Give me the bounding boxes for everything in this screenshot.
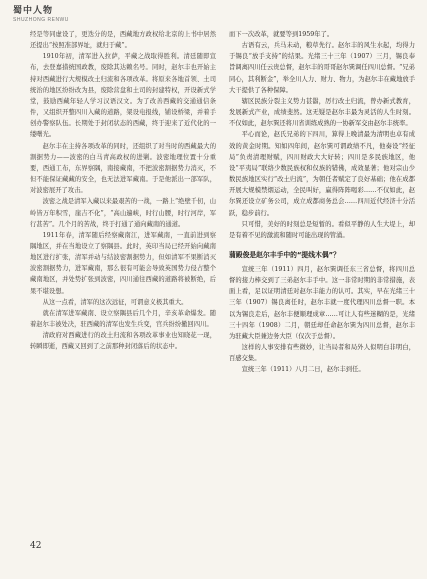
page-number: 42: [30, 541, 42, 551]
left-paragraph: 清政府对西藏进行的改土归流和各项改革事业也知晓花一现，转瞬即逝，西藏又回到了之前那种封闭落后的状态中。: [30, 332, 216, 351]
right-paragraph: 宣统三年（1911）八月二日，赵尔丰到任。: [241, 366, 365, 374]
right-paragraph: 辖区民族分裂主义势力甚嚣，厉行改土归流，曾办新式教育，发展新式产业，成绩斐然。这无疑是赵尔丰最为灵活的人生时刻。不仅如此，赵尔巽还将川省训练成熟的一协新军交由赵尔丰统率。: [229, 97, 415, 128]
right-paragraph: 古语有云，兵马未动，粮草先行。赵尔丰的风生水起，均得力于锡良“放手支持”的结果。光绪三十三年（1907）三月，锡良奉旨调离四川任云贵总督，赵尔丰的哥哥赵尔巽调任四川总督。“兄弟同心，其利断金”，举全川人力、财力、物力，为赵尔丰在藏地放手大干提供了各种保障。: [229, 42, 415, 94]
left-column: [30, 29, 216, 353]
right-paragraph: 而下一次改革，就要等到1959年了。: [229, 31, 334, 38]
left-paragraph: 1910年初，清军进入拉萨，平藏之战取得胜利。清廷随即宣布，去登嘉措统国政教，废除其达赖名号。同时，赵尔丰也开始主持对西藏进行大规模改土归流和各项改革。将原来各地首领、土司统治的地区纷纷改为县，废除营盘和土司的封建特权，开设新式学堂，鼓励西藏年轻人学习汉语汉文。为了改善西藏的交通通信条件，又组织开整四川入藏的道路，架设电报线，铺设桥梁，并着手创办警察队伍。长期处于封闭状态的西藏，终于迎来了近代化的一缕曙光。: [30, 53, 216, 139]
page-header: [13, 6, 69, 23]
right-column: [229, 29, 415, 376]
right-paragraph: 只可惜，美好的时刻总是短暂的。看似平静的人生大堤上，却是有着不见的激流和随时可能出现的管涌。: [229, 220, 415, 239]
left-paragraph: 1911年春，清军随后经察藏南江，进军藏南，一直前进到察隅地区，并在当地设立了察隅县。此时，英印当局已经开始向藏南地区进行扩张，清军并动与结波密割据势力，但如清军不果断消灭波密割据势力，进军藏南，那么很有可能会导致英国势力侵占整个藏南地区，并处势扩张到波密，四川通往西藏的道路将被断绝，后果不堪设想。: [30, 231, 216, 295]
right-paragraph: 这样的人事安排有些微妙，让当局者和局外人似明白非明白，百感交集。: [229, 344, 415, 363]
left-paragraph: 波密之战是清军入藏以来最艰苦的一战，一路上“绝壁千仞，山岭皆万年积雪，崖吉不化”，“高山遍峡，时行山腰，时行河岸，军行甚苦”。几个月的苦战，终于打通了通向藏南的通道。: [30, 198, 216, 228]
left-paragraph: 从这一点看，清军的这次远征，可谓意义极其重大。: [42, 298, 188, 306]
column-subtitle: SHUZHONG RENWU: [13, 17, 69, 23]
left-paragraph: 经是等同虚设了，更迭分的是，西藏地方政权给北京的上书中居然还提出“按照准部界址，就归于藏”。: [30, 31, 216, 50]
right-paragraph: 平心而论，赵氏兄弟的下四川，算得上晚清最为清明也卓有成效的黄金时期。知如四年间，赵尔巽可谓政绩不凡，他奏设“经征局”负责清理财赋，四川财政大大好转；四川是多民族地区，他设“平夷局”联络少数民族权和仅族的错佛，成效显著；他对宗山少数民族地区实行“改土归流”，为朝任者赋定了良好基础；他在成都开展大规模禁烟运动，全民叫好，赢得阵阵喝彩……不仅如此，赵尔巽还设立矿务公司，成立成都商务总会……四川近代经济十分活跃，稳步前行。: [229, 131, 415, 217]
left-paragraph: 就在清军进军藏南、设立察隅县后几个月，辛亥革命爆发。随着赵尔丰被处决，驻西藏的清军也发生兵变，官兵纷纷撤回四川。: [30, 309, 216, 329]
section-subheading: 蒲殿俊是赵尔丰手中的“提线木偶”？: [229, 250, 340, 259]
left-paragraph: 赵尔丰在主持各项改革的同时，还组织了对当时的西藏最大的割据势力——波密的白马青高政权的进剿。波密地理位置十分重要，西通工布，东界察隅，南接藏南，不把波密割据势力消灭，不但不能保证藏藏的安全，也无法进军藏南。于是他派出一部军队，对波密展开了攻击。: [30, 142, 216, 195]
column-title: 蜀中人物: [13, 6, 54, 16]
right-paragraph: 宣统三年（1911）四月，赵尔巽调任东三省总督，将四川总督的接力棒交到了三弟赵尔丰手中。这一非常时期的非常措施，表面上看，足以证明清廷对赵尔丰能力的认可。其实，早在光绪三十三年（1907）锡良离任时，赵尔丰就一度代理四川总督一职。本以为锡良走后，赵尔丰便顺理成章……可让人有些迷糊的是，光绪三十四年（1908）二月，朝廷却任命赵尔巽为四川总督，赵尔丰为驻藏大臣兼边务大臣（仅次于总督）。: [229, 265, 415, 340]
